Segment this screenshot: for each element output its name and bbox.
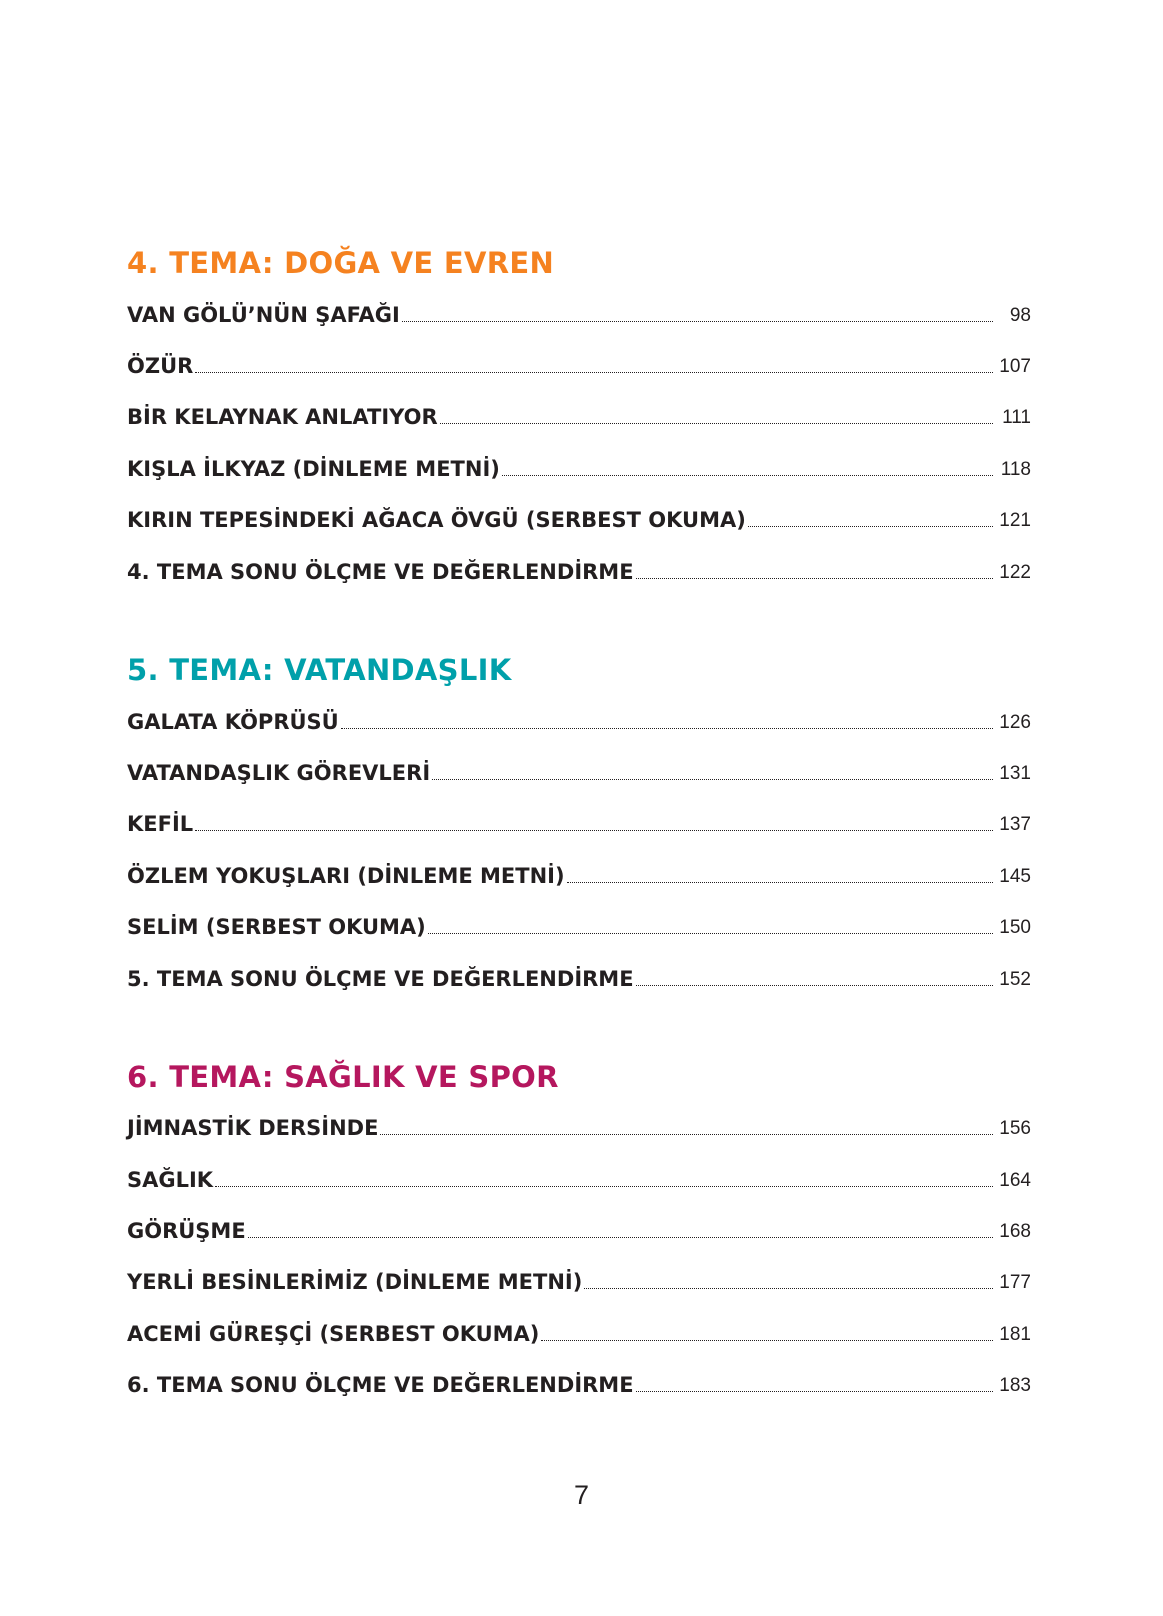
dot-leader <box>636 577 993 579</box>
page-number: 7 <box>573 1480 590 1510</box>
toc-entry[interactable] <box>127 349 1031 379</box>
dot-leader <box>636 1390 993 1392</box>
toc-entry[interactable] <box>127 503 1031 533</box>
toc-entry-page: 118 <box>1000 459 1031 480</box>
toc-entry-page: 183 <box>999 1375 1031 1396</box>
toc-entry-page: 131 <box>999 763 1031 784</box>
toc-entry[interactable] <box>127 1317 1031 1347</box>
toc-entry-title: YERLİ BESİNLERİMİZ (DİNLEME METNİ) <box>127 1270 583 1294</box>
toc-entry-page: 181 <box>999 1324 1031 1345</box>
toc-entry[interactable] <box>127 1111 1031 1141</box>
toc-entry-title: GÖRÜŞME <box>127 1219 246 1243</box>
toc-entry-page: 164 <box>999 1170 1031 1191</box>
toc-entry[interactable] <box>127 910 1031 940</box>
dot-leader <box>541 1339 993 1341</box>
toc-entry[interactable] <box>127 452 1031 482</box>
toc-entry-title: KEFİL <box>127 812 194 836</box>
dot-leader <box>502 474 993 476</box>
toc-entry[interactable] <box>127 807 1031 837</box>
dot-leader <box>402 320 993 322</box>
toc-entry-page: 121 <box>999 510 1031 531</box>
theme-title: 4. TEMA: DOĞA VE EVREN <box>127 246 555 280</box>
theme-title: 6. TEMA: SAĞLIK VE SPOR <box>127 1060 559 1094</box>
dot-leader <box>584 1287 993 1289</box>
toc-entry[interactable] <box>127 298 1031 328</box>
toc-entry-title: VATANDAŞLIK GÖREVLERİ <box>127 761 431 785</box>
toc-entry-title: VAN GÖLÜ’NÜN ŞAFAĞI <box>127 303 400 327</box>
toc-entry-page: 126 <box>999 712 1031 733</box>
toc-entry[interactable] <box>127 756 1031 786</box>
toc-entry-page: 150 <box>999 917 1031 938</box>
dot-leader <box>428 932 993 934</box>
toc-entry[interactable] <box>127 962 1031 992</box>
dot-leader <box>341 727 993 729</box>
dot-leader <box>432 778 993 780</box>
dot-leader <box>195 371 993 373</box>
toc-entry-title: 5. TEMA SONU ÖLÇME VE DEĞERLENDİRME <box>127 967 634 991</box>
toc-entry[interactable] <box>127 1265 1031 1295</box>
toc-entry-title: 4. TEMA SONU ÖLÇME VE DEĞERLENDİRME <box>127 560 634 584</box>
toc-entry-page: 98 <box>1009 305 1031 326</box>
toc-entry-page: 177 <box>999 1272 1031 1293</box>
toc-entry-title: GALATA KÖPRÜSÜ <box>127 710 339 734</box>
toc-entry-title: BİR KELAYNAK ANLATIYOR <box>127 405 438 429</box>
dot-leader <box>748 525 993 527</box>
dot-leader <box>248 1236 993 1238</box>
toc-entry[interactable] <box>127 1214 1031 1244</box>
toc-entry-page: 137 <box>999 814 1031 835</box>
toc-entry-title: ACEMİ GÜREŞÇİ (SERBEST OKUMA) <box>127 1322 540 1346</box>
toc-entry[interactable] <box>127 705 1031 735</box>
dot-leader <box>440 422 993 424</box>
toc-entry[interactable] <box>127 400 1031 430</box>
toc-entry-page: 168 <box>999 1221 1031 1242</box>
toc-entry-title: ÖZLEM YOKUŞLARI (DİNLEME METNİ) <box>127 864 565 888</box>
dot-leader <box>567 881 993 883</box>
dot-leader <box>380 1133 993 1135</box>
toc-entry-title: KIŞLA İLKYAZ (DİNLEME METNİ) <box>127 457 500 481</box>
dot-leader <box>636 984 993 986</box>
toc-entry[interactable] <box>127 859 1031 889</box>
theme-title: 5. TEMA: VATANDAŞLIK <box>127 653 512 687</box>
dot-leader <box>195 829 993 831</box>
toc-entry-page: 152 <box>999 969 1031 990</box>
toc-entry-title: ÖZÜR <box>127 354 194 378</box>
toc-entry-title: JİMNASTİK DERSİNDE <box>127 1116 379 1140</box>
toc-entry-page: 107 <box>999 356 1031 377</box>
toc-entry-title: KIRIN TEPESİNDEKİ AĞACA ÖVGÜ (SERBEST OKUMA) <box>127 508 746 532</box>
toc-entry-page: 122 <box>999 562 1031 583</box>
toc-entry-page: 111 <box>1002 407 1031 428</box>
toc-entry-title: 6. TEMA SONU ÖLÇME VE DEĞERLENDİRME <box>127 1373 634 1397</box>
toc-entry-page: 156 <box>999 1118 1031 1139</box>
toc-entry[interactable] <box>127 555 1031 585</box>
toc-entry-title: SELİM (SERBEST OKUMA) <box>127 915 426 939</box>
toc-entry[interactable] <box>127 1163 1031 1193</box>
dot-leader <box>215 1185 993 1187</box>
toc-entry-title: SAĞLIK <box>127 1168 214 1192</box>
toc-entry-page: 145 <box>999 866 1031 887</box>
toc-entry[interactable] <box>127 1368 1031 1398</box>
